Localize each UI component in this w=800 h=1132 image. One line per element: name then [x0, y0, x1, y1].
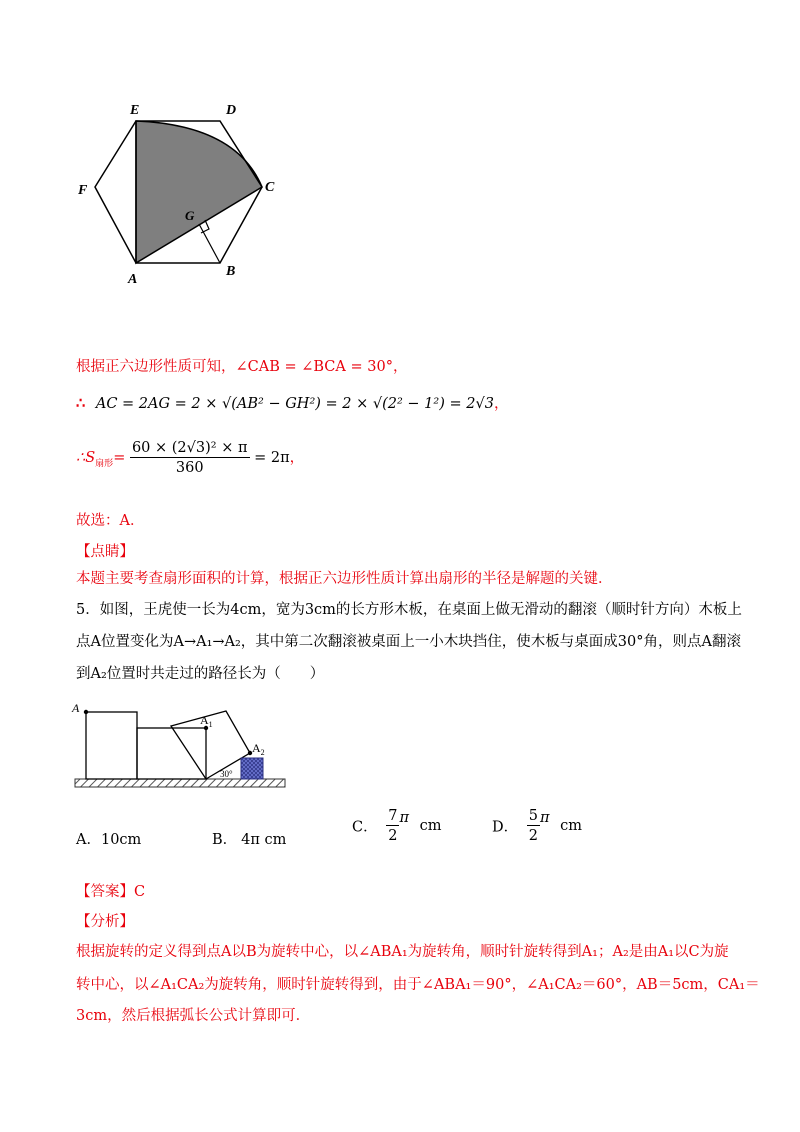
fraction-denominator: 360 [175, 460, 204, 476]
label-c: C [265, 180, 275, 195]
option-d-pi: π [539, 810, 550, 826]
fig-label-a: A [72, 701, 80, 715]
fig-label-a2 [252, 741, 265, 757]
option-d-letter: D． [492, 819, 519, 836]
fig-label-a1-main: A [200, 713, 209, 727]
therefore-symbol: ∴ [76, 395, 86, 412]
option-d-fraction [527, 808, 540, 844]
question5-line-3: 到A₂位置时共走过的路径长为（ ） [76, 666, 325, 682]
rolling-board-figure [70, 695, 300, 795]
sector-result: = 2π [254, 450, 290, 466]
answer-line [76, 880, 145, 901]
option-d-unit: cm [560, 818, 582, 834]
option-d-num: 5 [528, 808, 538, 824]
option-c[interactable] [352, 808, 441, 844]
fig-angle-label: 30° [220, 769, 233, 779]
solution-line-1: 根据正六边形性质可知，∠CAB = ∠BCA = 30°， [76, 359, 408, 375]
analysis-line-2: 转中心，以∠A₁CA₂为旋转角，顺时针旋转得到，由于∠ABA₁＝90°，∠A₁CA₂＝60°，AB＝5cm，CA₁＝ [76, 977, 760, 993]
option-d-den: 2 [528, 828, 538, 844]
fraction-numerator: 60 × (2√3)² × π [131, 440, 248, 456]
answer-heading: 【答案】 [76, 884, 134, 900]
point-a [84, 710, 88, 714]
sector-fraction [130, 440, 250, 476]
final-answer: 故选：A． [76, 513, 145, 529]
fig-label-a2-main: A [252, 741, 261, 755]
option-a-letter: A． [76, 832, 101, 848]
option-d[interactable] [492, 808, 582, 844]
option-c-pi: π [399, 810, 409, 826]
label-a: A [128, 272, 138, 287]
answer-value: C [134, 884, 146, 900]
analysis-heading: 【分析】 [76, 914, 134, 930]
label-d: D [226, 103, 237, 118]
line2-tail: ， [493, 396, 509, 412]
board-first-roll [137, 728, 206, 779]
equals-sign: = [113, 450, 126, 466]
label-e: E [130, 103, 140, 118]
label-f: F [78, 183, 88, 198]
fig-label-a2-sub: 2 [260, 748, 265, 757]
ac-derivation: AC = 2AG = 2 × √(AB² − GH²) = 2 × √(2² − 1²) = 2√3 [95, 396, 494, 412]
comment-text: 本题主要考查扇形面积的计算，根据正六边形性质计算出扇形的半径是解题的关键． [76, 571, 613, 587]
segment-gb [199, 224, 220, 263]
sector-area-label: ∴S [76, 450, 96, 466]
option-a[interactable] [76, 828, 141, 849]
label-g: G [185, 208, 195, 223]
label-b: B [226, 264, 236, 279]
table-surface [75, 779, 285, 787]
analysis-line-3: 3cm，然后根据弧长公式计算即可． [76, 1008, 311, 1024]
board-initial [86, 712, 137, 779]
option-c-unit: cm [419, 818, 442, 834]
option-a-value: 10cm [100, 832, 142, 848]
small-block [241, 758, 263, 779]
sector-subscript: 扇形 [95, 458, 114, 469]
comment-heading: 【点睛】 [76, 544, 134, 560]
option-b[interactable] [212, 828, 286, 849]
shaded-sector [136, 121, 262, 263]
analysis-line-1: 根据旋转的定义得到点A以B为旋转中心，以∠ABA₁为旋转角，顺时针旋转得到A₁；A₂是由A₁以C为旋 [76, 944, 729, 960]
option-c-fraction [386, 808, 399, 844]
solution-line-3 [76, 440, 304, 476]
question5-line-2: 点A位置变化为A→A₁→A₂，其中第二次翻滚被桌面上一小木块挡住，使木板与桌面成30°角，则点A翻滚 [76, 634, 741, 650]
question5-line-1: 5．如图，王虎使一长为4cm，宽为3cm的长方形木板，在桌面上做无滑动的翻滚（顺时针方向）木板上 [76, 602, 742, 618]
option-b-value: 4π cm [241, 832, 287, 848]
option-c-letter: C． [352, 819, 378, 836]
line3-tail: ， [289, 450, 305, 466]
option-b-letter: B． [212, 832, 238, 848]
fig-label-a1-sub: 1 [208, 720, 213, 729]
hexagon-figure [60, 95, 300, 295]
solution-line-2 [76, 392, 508, 413]
option-c-num: 7 [388, 808, 398, 824]
option-c-den: 2 [388, 828, 398, 844]
